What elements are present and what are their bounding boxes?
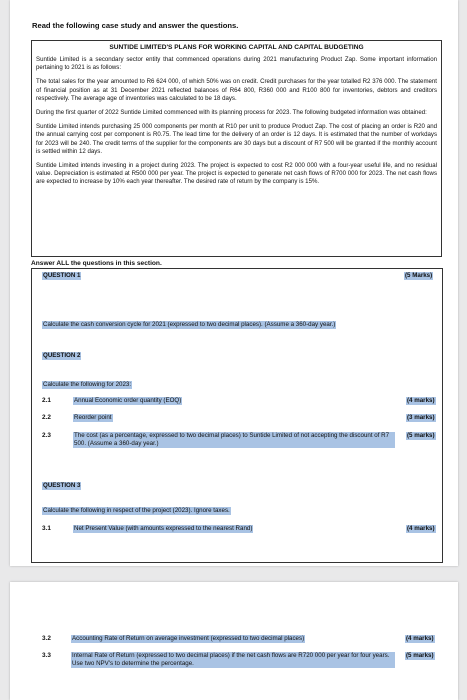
question-2-2-marks: (3 marks)	[407, 414, 435, 421]
question-2-lead: Calculate the following for 2023:	[43, 381, 132, 388]
question-2-1-marks: (4 marks)	[407, 397, 435, 404]
question-3-title: QUESTION 3	[43, 482, 81, 489]
question-1-text: Calculate the cash conversion cycle for 2021 (expressed to two decimal places). (Assume a 360-day year.)	[43, 321, 336, 328]
question-3-3-marks: (5 marks)	[406, 652, 434, 659]
case-paragraph-1: Suntide Limited is a secondary sector entity that commenced operations during 2021 manufacturing Product Zap. Some important information pertaining to 2021 is as follows:	[36, 56, 437, 72]
question-2-3-number: 2.3	[42, 432, 51, 439]
question-3-3-number: 3.3	[42, 652, 51, 659]
case-paragraph-3: During the first quarter of 2022 Suntide Limited commenced with its planning process for 2023. The following budgeted information was obtained:	[36, 109, 427, 117]
case-paragraph-4: Suntide Limited intends purchasing 25 000 components per month at R10 per unit to produce Product Zap. The cost of placing an order is R20 and the annual carrying cost per component is R0.75. The lead time for the delivery of an order is 12 days. It is estimated that the number of workdays for 2023 will be 240. The credit terms of the supplier for the components are 30 days but a discount of R7 500 will be granted if the monthly account is settled within 12 days.	[36, 123, 437, 155]
case-paragraph-2: The total sales for the year amounted to R6 624 000, of which 50% was on credit. Credit purchases for the year totalled R2 376 000. The statement of financial position as at 31 December 2021 reflected balances of R64 800, R360 000 and R100 800 for inventories, debtors and creditors respectively. The average age of inventories was calculated to be 18 days.	[36, 78, 437, 102]
question-2-2-number: 2.2	[42, 414, 51, 421]
question-2-1-text: Annual Economic order quantity (EOQ)	[74, 397, 182, 404]
question-3-1-text: Net Present Value (with amounts expressed to the nearest Rand)	[74, 525, 253, 532]
question-3-lead: Calculate the following in respect of the project (2023). Ignore taxes.	[43, 507, 230, 514]
question-3-2-number: 3.2	[42, 635, 51, 642]
document-page-2	[10, 582, 458, 700]
case-study-title: SUNTIDE LIMITED'S PLANS FOR WORKING CAPITAL AND CAPITAL BUDGETING	[109, 44, 364, 51]
question-1-marks: (5 Marks)	[405, 272, 433, 279]
questions-box	[31, 268, 443, 563]
answer-all-instruction: Answer ALL the questions in this section.	[31, 260, 162, 267]
question-3-2-text: Accounting Rate of Return on average investment (expressed to two decimal places)	[72, 635, 305, 642]
question-1-title: QUESTION 1	[43, 272, 81, 279]
question-2-1-number: 2.1	[42, 397, 51, 404]
case-paragraph-5: Suntide Limited intends investing in a project during 2023. The project is expected to cost R2 000 000 with a four-year useful life, and no residual value. Depreciation is estimated at R500 000 per year. The project is expected to generate net cash flows of R700 000 for 2023. The net cash flows are expected to increase by 10% each year thereafter. The desired rate of return by the company is 15%.	[36, 162, 437, 186]
question-3-1-marks: (4 marks)	[407, 525, 435, 532]
question-2-3-text: The cost (as a percentage, expressed to two decimal places) to Suntide Limited of not accepting the discount of R7 500. (Assume a 360-day year.)	[73, 432, 395, 448]
question-3-3-text: Internal Rate of Return (expressed to two decimal places) if the net cash flows are R720 000 per year for four years. Use two NPV's to determine the percentage.	[71, 652, 395, 668]
question-3-2-marks: (4 marks)	[406, 635, 434, 642]
question-2-3-marks: (5 marks)	[407, 432, 435, 439]
document-page-1	[10, 0, 458, 566]
case-study-box	[31, 40, 442, 257]
question-2-2-text: Reorder point	[74, 414, 112, 421]
question-2-title: QUESTION 2	[43, 352, 81, 359]
question-3-1-number: 3.1	[42, 525, 51, 532]
instructions-heading: Read the following case study and answer the questions.	[32, 21, 239, 30]
